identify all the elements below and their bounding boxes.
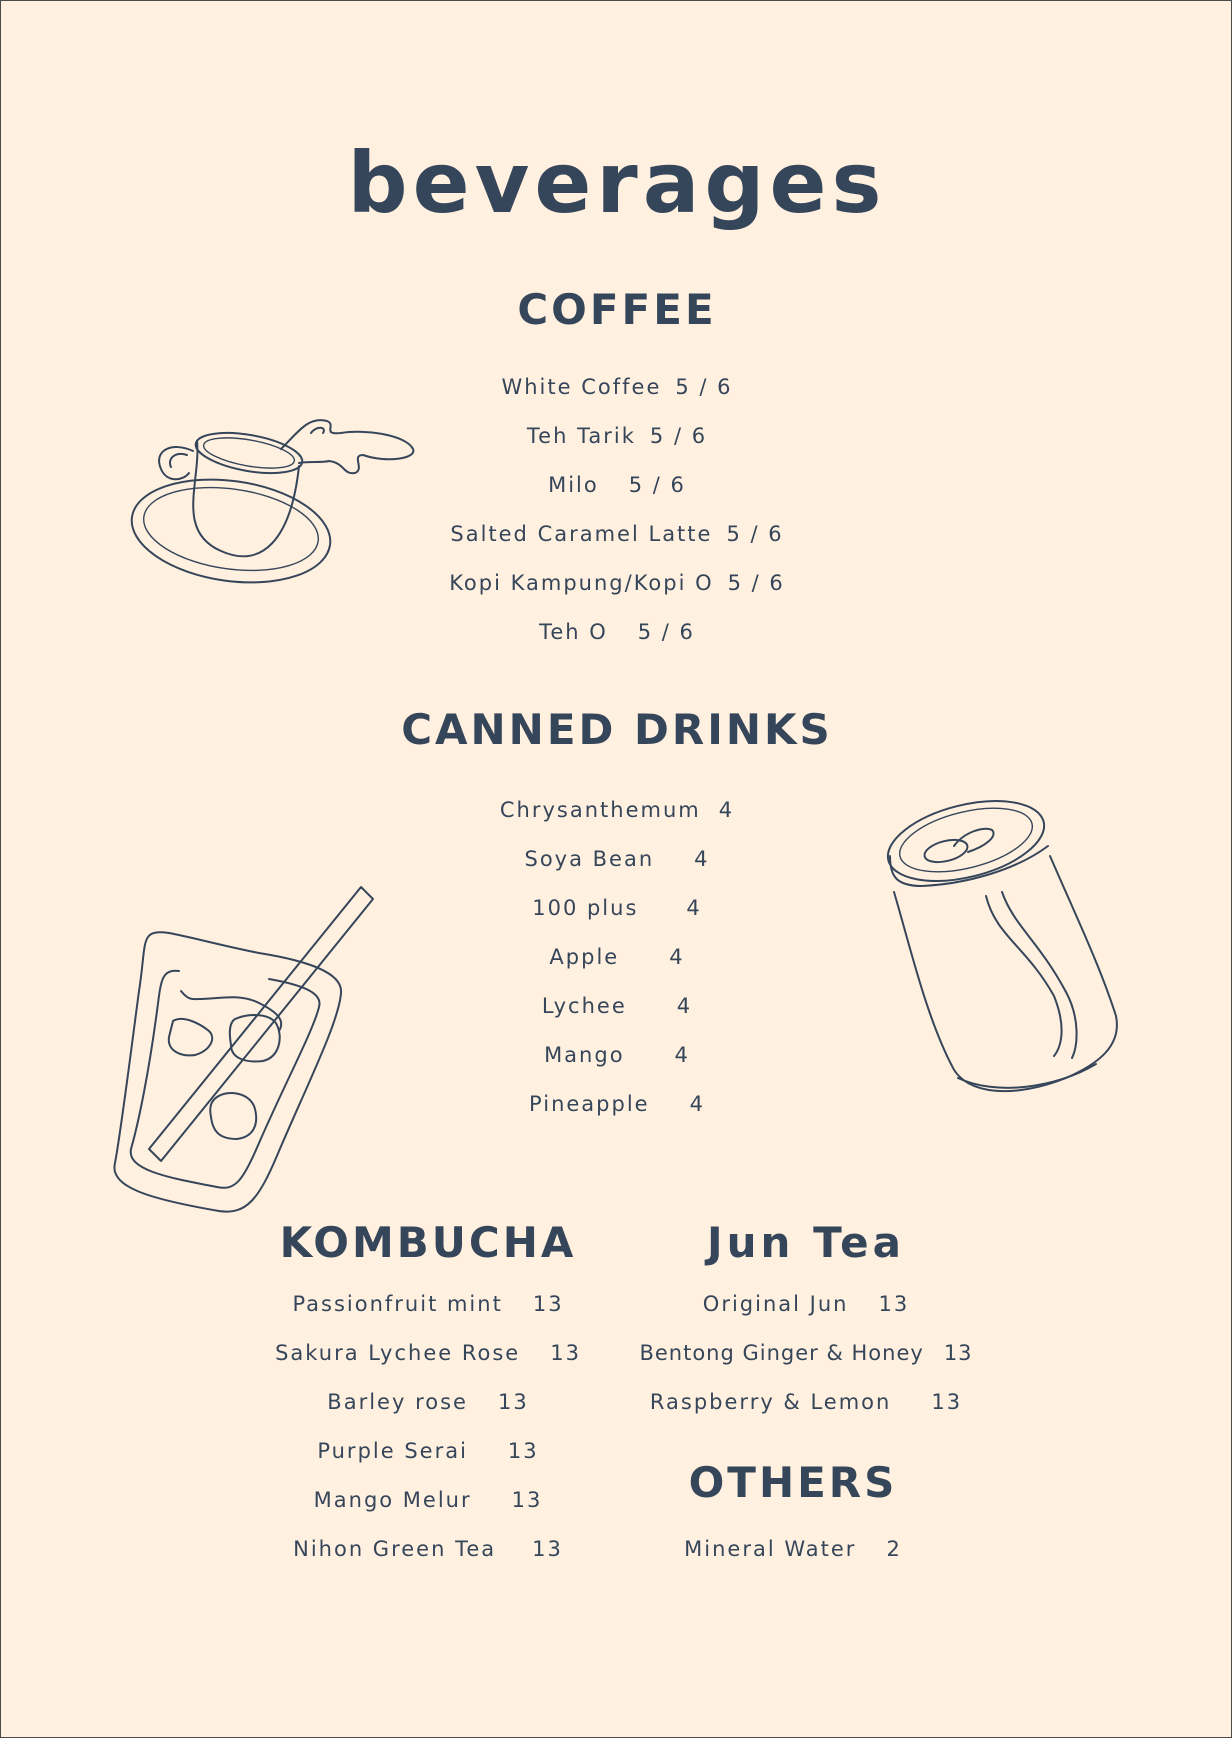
item-name: Original Jun [702, 1292, 849, 1316]
canned-drinks-heading: CANNED DRINKS [401, 705, 833, 754]
item-price: 13 [532, 1537, 563, 1561]
jun-tea-list [623, 1294, 989, 1441]
others-list [623, 1539, 963, 1588]
item-price: 4 [694, 847, 710, 871]
item-name: Pineapple [529, 1092, 650, 1116]
menu-item [1, 622, 1232, 671]
item-price: 13 [532, 1292, 564, 1316]
menu-item [233, 1392, 623, 1441]
page-title: beverages [347, 134, 887, 232]
soda-can-icon [886, 796, 1126, 1106]
item-name: Purple Serai [317, 1439, 468, 1463]
menu-item [233, 1539, 623, 1588]
item-price: 13 [931, 1390, 963, 1414]
item-name: Mango Melur [313, 1488, 472, 1512]
iced-drink-icon [109, 881, 379, 1216]
item-price: 4 [718, 798, 735, 822]
coffee-heading: COFFEE [517, 285, 717, 334]
item-name: Sakura Lychee Rose [275, 1341, 521, 1365]
others-heading: OTHERS [688, 1458, 898, 1507]
item-name: Passionfruit mint [292, 1292, 503, 1316]
item-name: Barley rose [327, 1390, 468, 1414]
item-name: 100 plus [532, 896, 639, 920]
item-price: 5 / 6 [649, 424, 708, 448]
item-name: Salted Caramel Latte [450, 522, 713, 546]
item-price: 13 [497, 1390, 529, 1414]
menu-item [623, 1343, 989, 1392]
item-price: 4 [674, 1043, 690, 1067]
jun-tea-heading: Jun Tea [707, 1218, 905, 1267]
item-price: 5 / 6 [675, 375, 733, 399]
item-name: Lychee [541, 994, 627, 1018]
item-price: 2 [886, 1537, 902, 1561]
menu-item [623, 1392, 989, 1441]
item-price: 5 / 6 [628, 473, 686, 497]
item-price: 5 / 6 [637, 620, 695, 644]
item-price: 4 [689, 1092, 705, 1116]
item-name: Kopi Kampung/Kopi O [449, 571, 714, 595]
item-price: 13 [550, 1341, 581, 1365]
coffee-cup-icon [131, 411, 421, 596]
item-name: Nihon Green Tea [293, 1537, 497, 1561]
item-price: 13 [511, 1488, 543, 1512]
item-price: 4 [676, 994, 693, 1018]
item-name: Mineral Water [684, 1537, 857, 1561]
menu-item [233, 1490, 623, 1539]
menu-item [233, 1441, 623, 1490]
item-name: Mango [544, 1043, 625, 1067]
menu-item [623, 1539, 963, 1588]
item-price: 4 [686, 896, 702, 920]
item-name: Chrysanthemum [499, 798, 701, 822]
item-name: Teh O [539, 620, 608, 644]
item-name: Raspberry & Lemon [649, 1390, 892, 1414]
item-price: 13 [507, 1439, 539, 1463]
kombucha-heading: KOMBUCHA [279, 1218, 577, 1267]
item-name: Bentong Ginger & Honey [639, 1341, 924, 1365]
item-name: Soya Bean [524, 847, 655, 871]
item-price: 5 / 6 [727, 571, 785, 595]
item-price: 5 / 6 [726, 522, 784, 546]
kombucha-list [233, 1294, 623, 1588]
item-price: 4 [669, 945, 685, 969]
item-name: Apple [549, 945, 620, 969]
menu-item [233, 1343, 623, 1392]
item-name: White Coffee [501, 375, 662, 399]
menu-item [623, 1294, 989, 1343]
item-price: 13 [878, 1292, 910, 1316]
menu-item [233, 1294, 623, 1343]
item-price: 13 [943, 1341, 973, 1365]
item-name: Milo [548, 473, 599, 497]
item-name: Teh Tarik [526, 424, 636, 448]
